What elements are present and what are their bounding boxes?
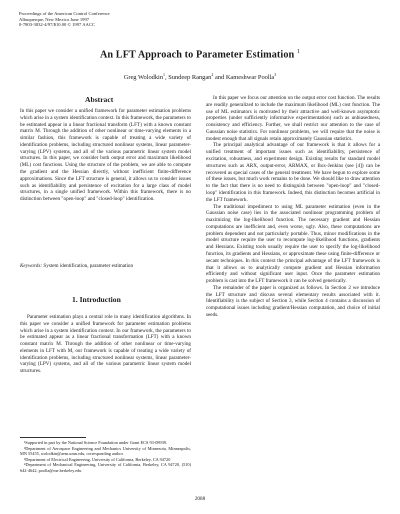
paper-title-text: An LFT Approach to Parameter Estimation bbox=[99, 49, 295, 61]
author-footnote-mark: 2 bbox=[211, 72, 214, 77]
introduction-body bbox=[20, 314, 191, 375]
body-paragraph: The traditional impediment to using ML parameter estimation (even in the Gaussian noise case) lies in the associated nonlinear programming problem of maximizing the log-likelihood function. The necessary gradient and Hessian computations are inefficient and, even worse, ugly. Also, these computations are problem dependent and not particularly portable. Thus, minor modifications in the model structure require the user to recompute log-likelihood functions, gradients and Hessians. Existing tools usually require the user to specify the log-likelihood function, its gradients and Hessians, or approximate these using finite-difference or secant techniques. In this context the principal advantage of the LFT framework is that it allows us to analytically compute gradient and Hessian information efficiently and without significant user input. Once the parameter estimation problem is cast into the LFT framework it can be solved generically. bbox=[206, 203, 380, 285]
proceedings-header bbox=[19, 11, 219, 28]
author-separator: , bbox=[165, 74, 169, 82]
author-name: Kameshwar Poolla bbox=[225, 74, 275, 82]
keywords-line bbox=[20, 263, 133, 270]
abstract-text: In this paper we consider a unified framework for parameter estimation problems which arise in a system identification context. In this framework, the parameters to be estimated appear in a linear fractional transform (LFT) with a known constant matrix M. Through the addition of other nonlinear or time-varying elements in a similar fashion, this framework is capable of treating a wide variety of identification problems, including structured nonlinear systems, linear parameter-varying (LPV) systems, and all of the various parametric linear system model structures. In this paper, we consider both output error and maximum likelihood (ML) cost functions. Using the structure of the problem, we are able to compute the gradient and the Hessian directly, without inefficient finite-difference approximations. Since the LFT structure is general, it allows us to consider issues such as identifiability and persistence of excitation for a large class of model structures, in a single unified framework. Within this framework, there is no distinction between "open-loop" and "closed-loop" identification. bbox=[20, 108, 191, 203]
introduction-text: Parameter estimation plays a central role in many identification algorithms. In this paper we consider a unified framework for parameter estimation problems which arise in a system identification context. In our framework, the parameters to be estimated appear as a linear fractional transformation (LFT) with a known constant matrix M. Through the addition of other nonlinear or time-varying elements in LFT with M, our framework is capable of treating a wide variety of identification problems, including structured nonlinear systems, linear parameter-varying (LPV) systems, and all of the various parametric linear system model structures. bbox=[20, 314, 191, 375]
footnote: ⁴Department of Mechanical Engineering, University of California, Berkeley, CA 94720, (510) 642-4642, poolla@me.berkeley.edu bbox=[20, 462, 191, 473]
header-line: Albuquerque, New Mexico June 1997 bbox=[19, 16, 90, 22]
body-paragraph: The principal analytical advantage of our framework is that it allows for a unified treatment of important issues such as identifiability, persistence of excitation, robustness, and experiment design. Existing results for standard model structures such as ARX, output-error, ARMAX, or Box-Jenkins (see [4]) can be recovered as special cases of the general treatment. We have begun to explore some of these issues, but much work remains to be done. We should like to draw attention to the fact that there is no need to distinguish between "open-loop" and "closed-loop" identification in this framework. Indeed, this distinction becomes artificial in the LFT framework. bbox=[206, 142, 380, 203]
body-paragraph: In this paper we focus our attention on the output error cost function. The results are readily generalized to include the maximum likelihood (ML) cost function. The use of ML estimators is motivated by their attractive and well-known asymptotic properties (under sufficiently informative experimentation) such as unbiasedness, consistency and efficiency. Further, we shall restrict our attention to the case of Gaussian noise statistics. For nonlinear problems, we will require that the noise is modest enough that all signals retain approximately Gaussian statistics. bbox=[206, 95, 380, 142]
title-footnote-mark: 1 bbox=[296, 49, 301, 55]
author-separator: and bbox=[213, 74, 226, 82]
footnote: ¹Supported in part by the National Science Foundation under Grant ECS 93-08939. bbox=[24, 440, 168, 445]
footnotes bbox=[20, 440, 191, 473]
right-column-body bbox=[206, 95, 380, 319]
author-footnote-mark: 1 bbox=[163, 72, 166, 77]
body-paragraph: The remainder of the paper is organized as follows. In Section 2 we introduce the LFT structure and discuss several elementary results associated with it. Identifiability is the subject of Section 3, while Section 4 contains a discussion of computational issues including gradient/Hessian computation, and choice of initial seeds. bbox=[206, 284, 380, 318]
author-footnote-mark: 3 bbox=[274, 72, 277, 77]
keywords-label: Keywords: bbox=[20, 263, 43, 269]
abstract-body bbox=[20, 108, 191, 203]
introduction-heading: 1. Introduction bbox=[72, 295, 121, 304]
author-line bbox=[0, 72, 400, 81]
author-name: Greg Wolodkin bbox=[123, 74, 164, 82]
footnote: ³Department of Electrical Engineering, University of California, Berkeley, CA 94720 bbox=[24, 456, 171, 462]
author-name: Sundeep Rangan bbox=[168, 74, 212, 82]
paper-title bbox=[0, 49, 400, 60]
footnote: ²Department of Aerospace Engineering and Mechanics University of Minnesota, Minneapolis, MN 55455, wolodkin@aem.umn.edu, corresponding author bbox=[20, 445, 191, 456]
page-number: 2088 bbox=[194, 496, 206, 502]
header-line: Proceedings of the American Control Conference bbox=[19, 11, 110, 16]
keywords-text: System identification, parameter estimation bbox=[43, 263, 134, 269]
header-line: 0-7803-3832-4/97/$10.00 © 1997 AACC bbox=[19, 22, 95, 28]
footnote-rule bbox=[20, 437, 86, 438]
abstract-heading: Abstract bbox=[85, 95, 114, 104]
